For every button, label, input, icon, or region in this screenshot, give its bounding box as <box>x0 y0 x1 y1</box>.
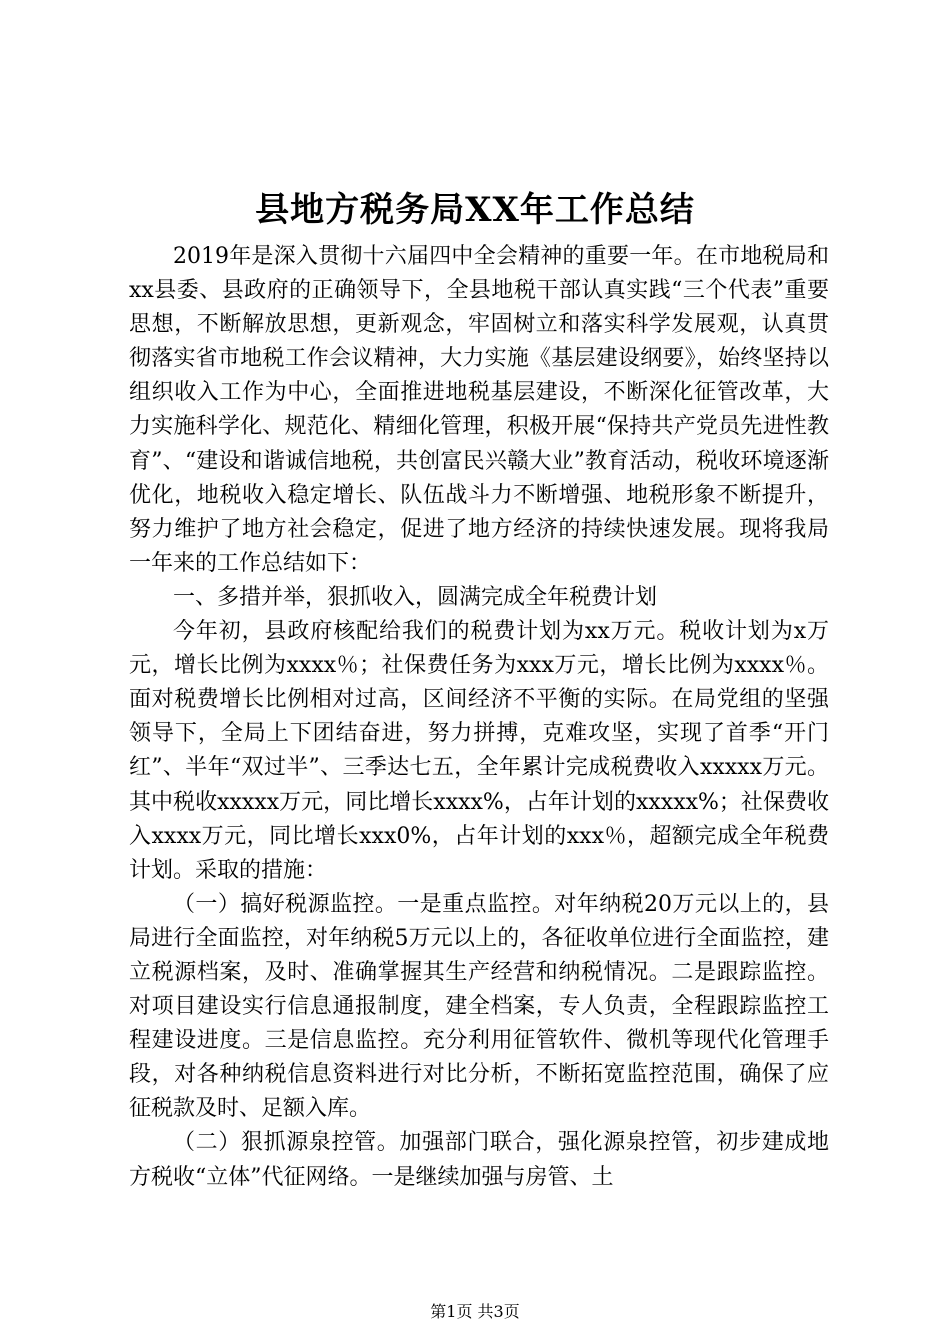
intro-paragraph: 2019年是深入贯彻十六届四中全会精神的重要一年。在市地税局和xx县委、县政府的正确领导下，全县地税干部认真实践“三个代表”重要思想，不断解放思想，更新观念，牢固树立和落实科学发展观，认真贯彻落实省市地税工作会议精神，大力实施《基层建设纲要》，始终坚持以组织收入工作为中心，全面推进地税基层建设，不断深化征管改革，大力实施科学化、规范化、精细化管理，积极开展“保持共产党员先进性教育”、“建设和谐诚信地税，共创富民兴赣大业”教育活动，税收环境逐渐优化，地税收入稳定增长、队伍战斗力不断增强、地税形象不断提升，努力维护了地方社会稳定，促进了地方经济的持续快速发展。现将我局一年来的工作总结如下： <box>129 244 829 576</box>
document-title: 县地方税务局XX年工作总结 <box>255 190 695 230</box>
page-number-footer: 第1页 共3页 <box>430 1302 520 1321</box>
document-body <box>129 240 829 1195</box>
revenue-paragraph: 今年初，县政府核配给我们的税费计划为xx万元。税收计划为x万元，增长比例为xxxx％；社保费任务为xxx万元，增长比例为xxxx％。面对税费增长比例相对过高，区间经济不平衡的实际。在局党组的坚强领导下，全局上下团结奋进，努力拼搏，克难攻坚，实现了首季“开门红”、半年“双过半”、三季达七五，全年累计完成税费收入xxxxx万元。其中税收xxxxx万元，同比增长xxxx%，占年计划的xxxxx%；社保费收入xxxx万元，同比增长xxx0%，占年计划的xxx％，超额完成全年税费计划。采取的措施： <box>129 619 829 883</box>
source-control-paragraph: （二）狠抓源泉控管。加强部门联合，强化源泉控管，初步建成地方税收“立体”代征网络。一是继续加强与房管、土 <box>129 1130 829 1190</box>
section-heading: 一、多措并举，狠抓收入，圆满完成全年税费计划 <box>173 584 658 610</box>
tax-source-monitoring-paragraph: （一）搞好税源监控。一是重点监控。对年纳税20万元以上的，县局进行全面监控，对年纳税5万元以上的，各征收单位进行全面监控，建立税源档案，及时、准确掌握其生产经营和纳税情况。二是跟踪监控。对项目建设实行信息通报制度，建全档案，专人负责，全程跟踪监控工程建设进度。三是信息监控。充分利用征管软件、微机等现代化管理手段，对各种纳税信息资料进行对比分析，不断拓宽监控范围，确保了应征税款及时、足额入库。 <box>129 891 829 1122</box>
